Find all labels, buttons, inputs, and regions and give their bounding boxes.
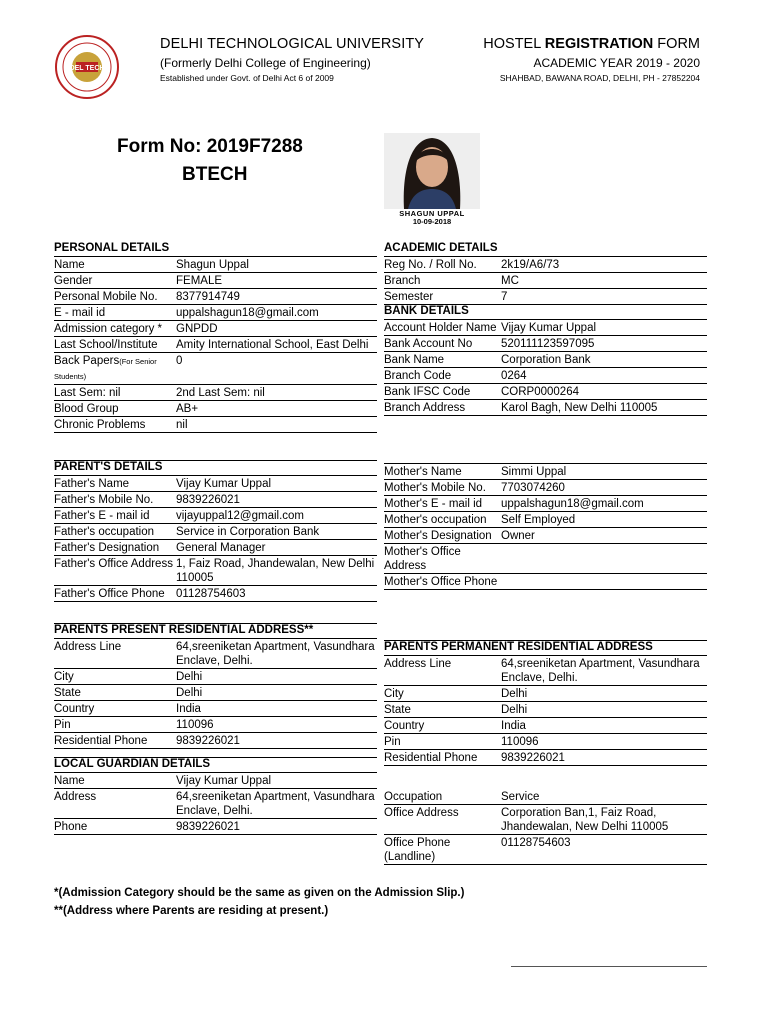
personal-details	[54, 242, 377, 433]
university-name: DELHI TECHNOLOGICAL UNIVERSITY	[160, 36, 425, 52]
table-row: City Delhi	[54, 669, 377, 685]
footnote-address: **(Address where Parents are residing at present.)	[54, 905, 329, 917]
university-formerly: (Formerly Delhi College of Engineering)	[160, 56, 371, 70]
table-row: Admission category * GNPDD	[54, 321, 377, 337]
table-row: Residential Phone 9839226021	[54, 733, 377, 749]
table-row: Office Phone (Landline) 01128754603	[384, 835, 707, 865]
table-row: Personal Mobile No. 8377914749	[54, 289, 377, 305]
table-row: Address 64,sreeniketan Apartment, Vasundhara Enclave, Delhi.	[54, 789, 377, 819]
table-row: Mother's E - mail id uppalshagun18@gmail.com	[384, 496, 707, 512]
table-row: Mother's Designation Owner	[384, 528, 707, 544]
table-row: Bank Account No 520111123597095	[384, 336, 707, 352]
section-title: PERSONAL DETAILS	[54, 242, 377, 257]
academic-details	[384, 242, 707, 416]
section-title: PARENT'S DETAILS	[54, 460, 377, 476]
table-row: Country India	[384, 718, 707, 734]
table-row: Mother's occupation Self Employed	[384, 512, 707, 528]
table-row: E - mail id uppalshagun18@gmail.com	[54, 305, 377, 321]
program: BTECH	[182, 164, 248, 185]
mother-details	[384, 463, 707, 590]
table-row: Father's Office Phone 01128754603	[54, 586, 377, 602]
table-row: Father's Name Vijay Kumar Uppal	[54, 476, 377, 492]
table-row: Reg No. / Roll No. 2k19/A6/73	[384, 257, 707, 273]
guardian-occupation	[384, 789, 707, 865]
table-row: Country India	[54, 701, 377, 717]
table-row: Last School/Institute Amity International School, East Delhi	[54, 337, 377, 353]
form-number: Form No: 2019F7288	[117, 136, 303, 157]
table-row: State Delhi	[54, 685, 377, 701]
university-address: SHAHBAD, BAWANA ROAD, DELHI, PH - 27852204	[499, 73, 700, 83]
table-row: Back Papers(For Senior Students) 0	[54, 353, 377, 385]
table-row: Father's Mobile No. 9839226021	[54, 492, 377, 508]
section-title: PARENTS PRESENT RESIDENTIAL ADDRESS**	[54, 623, 377, 639]
table-row: Mother's Office Phone	[384, 574, 707, 590]
table-row: Semester 7	[384, 289, 707, 305]
university-established: Established under Govt. of Delhi Act 6 of 2009	[160, 73, 334, 83]
table-row: Gender FEMALE	[54, 273, 377, 289]
permanent-address	[384, 640, 707, 766]
form-heading: HOSTEL REGISTRATION FORM	[483, 36, 700, 52]
table-row: Office Address Corporation Ban,1, Faiz Road, Jhandewalan, New Delhi 110005	[384, 805, 707, 835]
table-row: Father's Designation General Manager	[54, 540, 377, 556]
footnote-admission: *(Admission Category should be the same as given on the Admission Slip.)	[54, 887, 465, 899]
table-row: Father's Office Address 1, Faiz Road, Jhandewalan, New Delhi 110005	[54, 556, 377, 586]
father-details	[54, 460, 377, 602]
student-photo	[384, 133, 480, 209]
table-row: Pin 110096	[384, 734, 707, 750]
table-row: Branch Address Karol Bagh, New Delhi 110005	[384, 400, 707, 416]
present-address	[54, 623, 377, 749]
section-title: BANK DETAILS	[384, 305, 707, 320]
academic-year: ACADEMIC YEAR 2019 - 2020	[533, 56, 700, 70]
signature-line	[511, 966, 707, 967]
footnotes	[54, 884, 464, 920]
logo-text: DEL TECH	[69, 65, 105, 72]
table-row: Chronic Problems nil	[54, 417, 377, 433]
photo-caption-name: SHAGUN UPPAL	[399, 209, 465, 218]
table-row: Residential Phone 9839226021	[384, 750, 707, 766]
table-row: Pin 110096	[54, 717, 377, 733]
photo-caption-date: 10-09-2018	[412, 217, 452, 226]
table-row: Address Line 64,sreeniketan Apartment, Vasundhara Enclave, Delhi.	[54, 639, 377, 669]
table-row: Occupation Service	[384, 789, 707, 805]
table-row: Name Vijay Kumar Uppal	[54, 773, 377, 789]
table-row: Mother's Mobile No. 7703074260	[384, 480, 707, 496]
university-logo	[52, 34, 122, 100]
table-row: State Delhi	[384, 702, 707, 718]
table-row: Mother's Name Simmi Uppal	[384, 464, 707, 480]
table-row: Account Holder Name Vijay Kumar Uppal	[384, 320, 707, 336]
section-title: LOCAL GUARDIAN DETAILS	[54, 757, 377, 773]
table-row: Bank IFSC Code CORP0000264	[384, 384, 707, 400]
table-row: Father's occupation Service in Corporation Bank	[54, 524, 377, 540]
table-row: Phone 9839226021	[54, 819, 377, 835]
table-row: Last Sem: nil 2nd Last Sem: nil	[54, 385, 377, 401]
table-row: Branch MC	[384, 273, 707, 289]
section-title: PARENTS PERMANENT RESIDENTIAL ADDRESS	[384, 640, 707, 656]
table-row: Blood Group AB+	[54, 401, 377, 417]
section-title: ACADEMIC DETAILS	[384, 242, 707, 257]
table-row: Mother's Office Address	[384, 544, 707, 574]
table-row: City Delhi	[384, 686, 707, 702]
table-row: Address Line 64,sreeniketan Apartment, Vasundhara Enclave, Delhi.	[384, 656, 707, 686]
table-row: Name Shagun Uppal	[54, 257, 377, 273]
table-row: Bank Name Corporation Bank	[384, 352, 707, 368]
local-guardian	[54, 757, 377, 835]
table-row: Branch Code 0264	[384, 368, 707, 384]
table-row: Father's E - mail id vijayuppal12@gmail.com	[54, 508, 377, 524]
